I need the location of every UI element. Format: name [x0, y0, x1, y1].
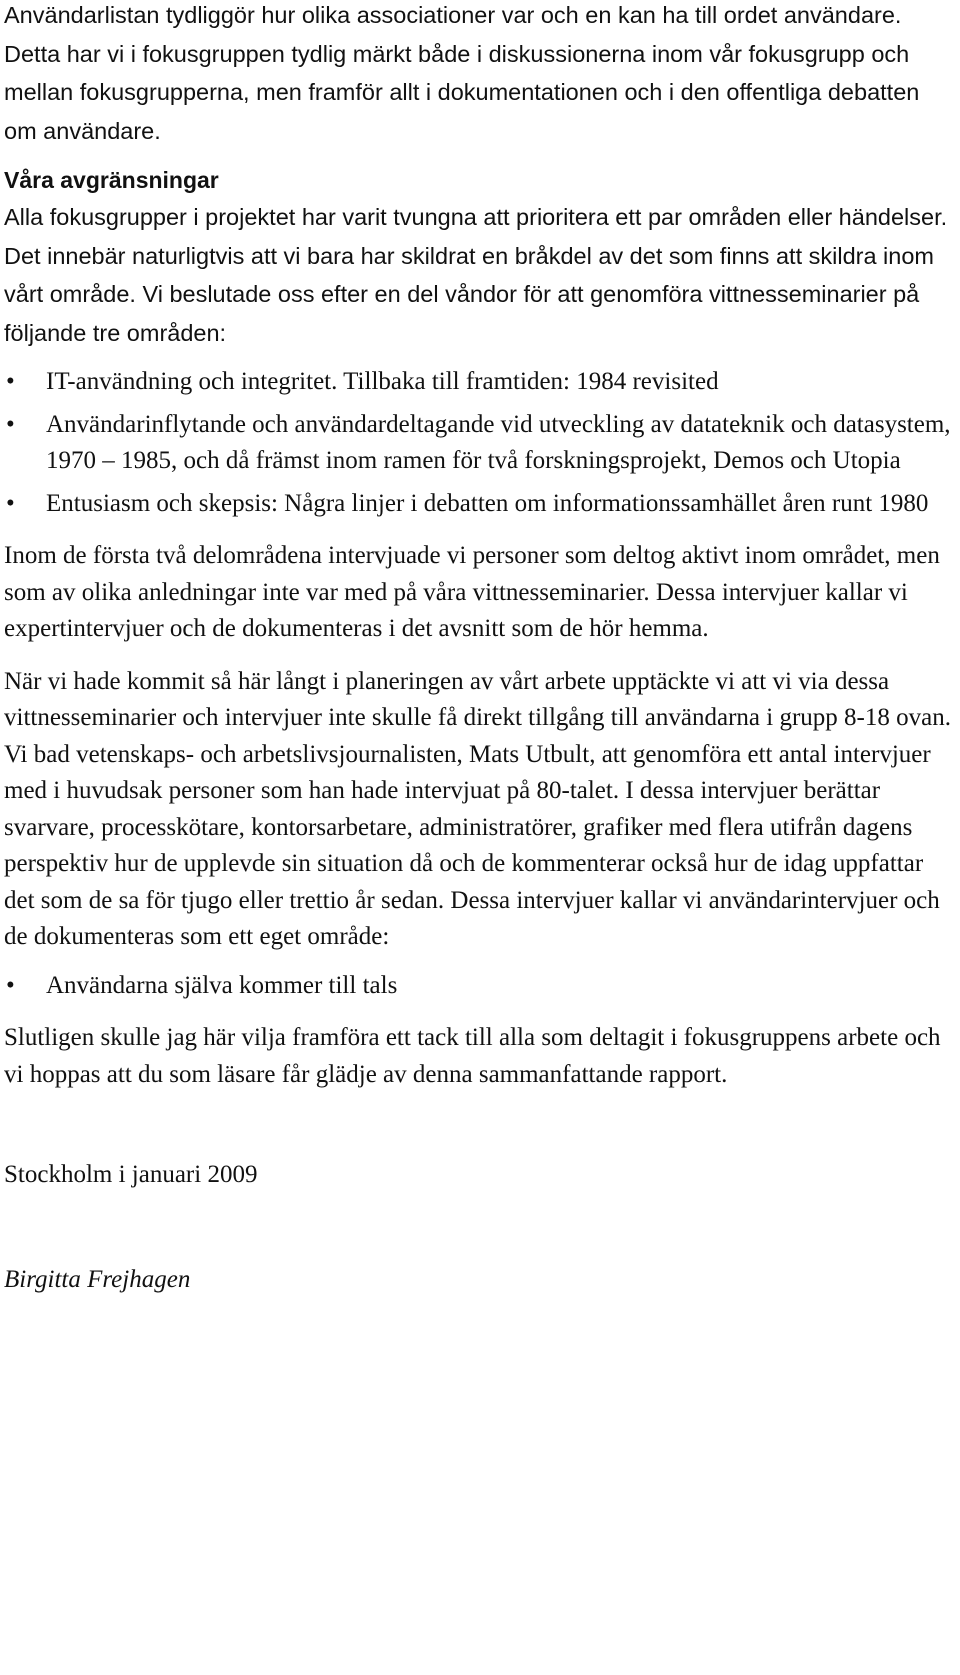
- place-and-date: Stockholm i januari 2009: [4, 1161, 258, 1188]
- bullet-icon: •: [6, 368, 15, 395]
- bullet-icon: •: [6, 489, 15, 517]
- list-item-text: Användarinflytande och användardeltagande vid utveckling av datateknik och datasystem, 1970 – 1985, och då främst inom ramen för två forskningsprojekt, Demos och Utopia: [46, 410, 951, 474]
- author-signature: Birgitta Frejhagen: [4, 1265, 191, 1293]
- limitations-paragraph: Alla fokusgrupper i projektet har varit tvungna att prioritera ett par områden eller händelser. Det innebär naturligtvis att vi bara har skildrat en bråkdel av det som finns att skildra inom vårt område. Vi beslutade oss efter en del våndor för att genomföra vittnesseminarier på följande tre områden:: [4, 204, 948, 346]
- list-item: [4, 407, 956, 480]
- expert-interviews-paragraph: Inom de första två delområdena intervjuade vi personer som deltog aktivt inom området, men som av olika anledningar inte var med på våra vittnesseminarier. Dessa intervjuer kallar vi expertintervjuer och de dokumenteras i det avsnitt som de hör hemma.: [4, 542, 940, 642]
- section-heading-limitations: Våra avgränsningar: [4, 167, 219, 193]
- list-item: [4, 968, 956, 1005]
- list-item-text: IT-användning och integritet. Tillbaka till framtiden: 1984 revisited: [46, 368, 719, 395]
- list-item: [4, 364, 956, 401]
- list-item-text: Entusiasm och skepsis: Några linjer i debatten om informationssamhället åren runt 1980: [46, 489, 929, 517]
- thanks-paragraph: Slutligen skulle jag här vilja framföra ett tack till alla som deltagit i fokusgruppens arbete och vi hoppas att du som läsare får glädje av denna sammanfattande rapport.: [4, 1024, 941, 1088]
- document-page: [4, 0, 956, 1298]
- user-area-list: [4, 968, 956, 1005]
- list-item: [4, 486, 956, 523]
- intro-paragraph: Användarlistan tydliggör hur olika associationer var och en kan ha till ordet användare. Detta har vi i fokusgruppen tydlig märkt både i diskussionerna inom vår fokusgrupp och mellan fokusgrupperna, men framför allt i dokumentationen och i den offentliga debatten om användare.: [4, 2, 920, 144]
- list-item-text: Användarna själva kommer till tals: [46, 971, 398, 999]
- bullet-icon: •: [6, 971, 15, 999]
- bullet-icon: •: [6, 410, 15, 438]
- user-interviews-paragraph: När vi hade kommit så här långt i planeringen av vårt arbete upptäckte vi att vi via dessa vittnesseminarier och intervjuer inte skulle få direkt tillgång till användarna i grupp 8-18 ovan. Vi bad vetenskaps- och arbetslivsjournalisten, Mats Utbult, att genomföra ett antal intervjuer med i huvudsak personer som han hade intervjuat på 80-talet. I dessa intervjuer berättar svarvare, processkötare, kontorsarbetare, administratörer, grafiker med flera utifrån dagens perspektiv hur de upplevde sin situation då och de kommenterar också hur de idag uppfattar det som de sa för tjugo eller trettio år sedan. Dessa intervjuer kallar vi användarintervjuer och de dokumenteras som ett eget område:: [4, 667, 951, 950]
- areas-list: [4, 364, 956, 522]
